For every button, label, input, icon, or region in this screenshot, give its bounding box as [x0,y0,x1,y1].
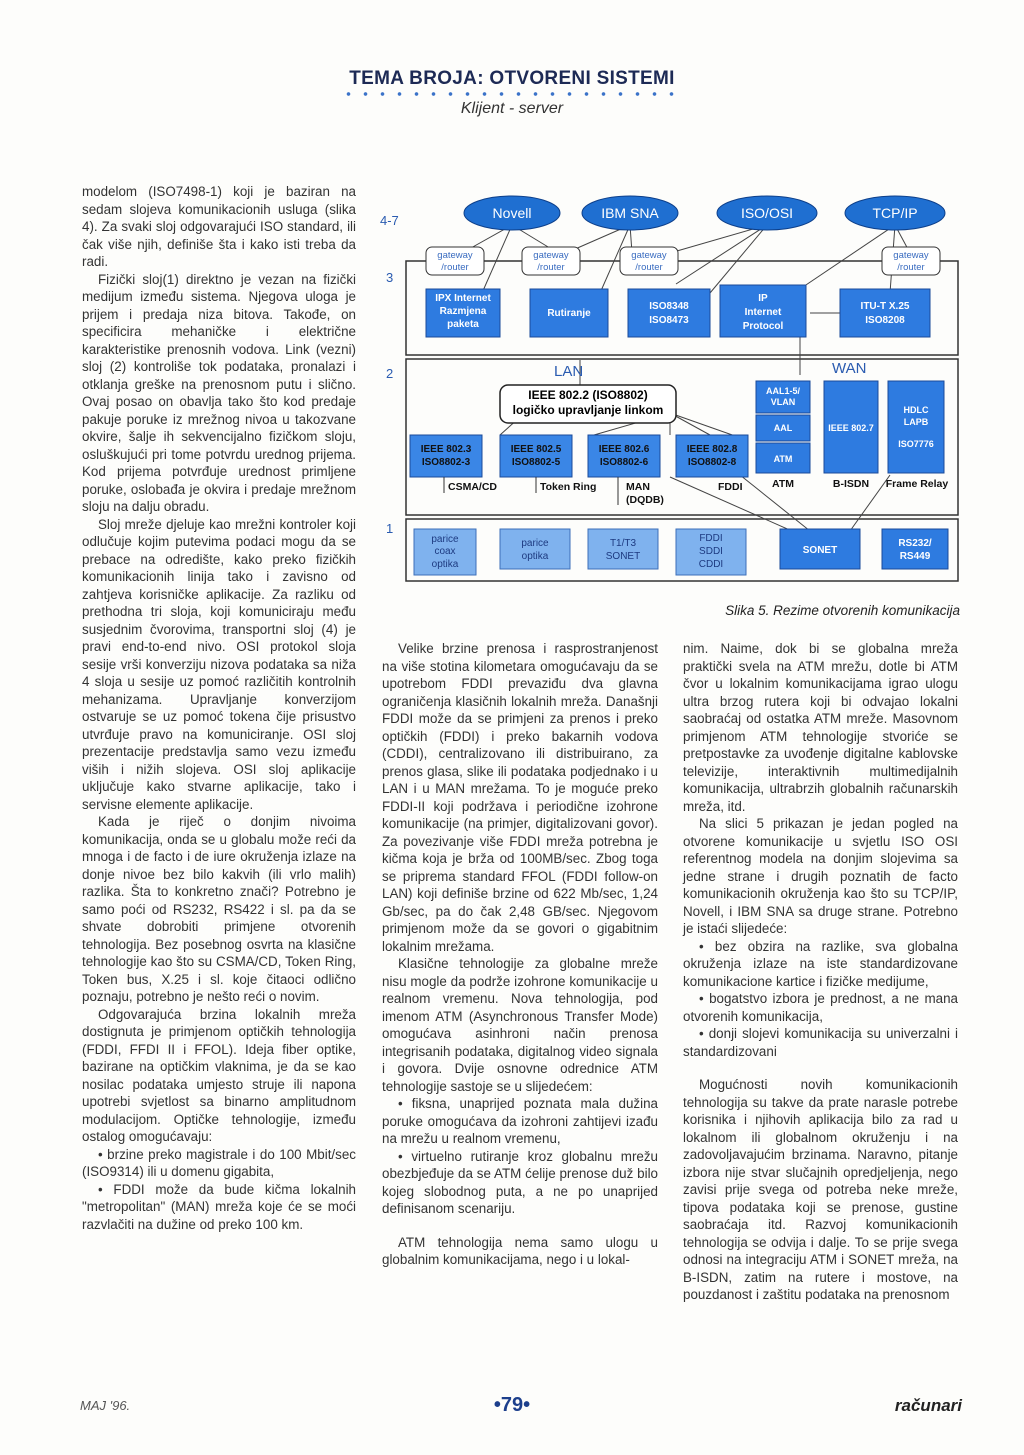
phys-label: parice [431,534,459,545]
ieee8022-label: logičko upravljanje linkom [512,403,664,417]
phys-label: SONET [605,551,641,562]
oval-novell [464,196,560,230]
box-label: ISO8348 [649,301,689,312]
box-label: ISO8208 [865,315,905,326]
bullet-item: • fiksna, unaprijed poznata mala dužina poruke omogućava da izohroni zahtijevi izađu na mrežu u realnom vremenu, [382,1096,658,1146]
layer-label: 1 [386,521,394,536]
paragraph: Velike brzine prenosa i rasprostranjenost na više stotina kilometara omogućavaju da se upotrebom FDDI prevaziđu dva glavna ograničenja klasičnih lokalnih mreža. Današnji FDDI može da se primjeni za prenos i preko optičkih (FDDI) i preko bakarnih vodova (CDDI), centralizovano ili distribuirano, za prenos glasa, slike ili podataka podjednako i u LAN i u MAN mrežama. To je moguće preko FDDI-II koji podržava i periodične izohrone komunikacije (na primjer, digitalizovani govor). Za povezivanje više FDDI mreža potrebna je kičma koja je brža od 100MB/sec. Zbog toga se priprema standard FFOL (FDDI follow-on LAN) koji definiše brzine od 622 Mb/sec, 1,24 Gb/sec, pa do čak 2,48 GB/sec. Njegovom primjenom može da se govori o gigabitnim lokalnim mrežama. [382,641,658,954]
layer-label: 3 [386,270,394,285]
gateway-label: /router [635,262,663,273]
header-title: TEMA BROJA: OTVORENI SISTEMI [349,68,675,89]
paragraph: Klasične tehnologije za globalne mreže nisu mogle da podrže izohrone komunikacije u realnom vremenu. Nova tehnologija, pod imenom ATM (Asynchronous Transfer Mode) omogućava asinhroni način prenosa integrisanih podataka, digitalnog video signala i govora. Dvije osnovne odrednice ATM tehnologije sastoje se u slijedećem: [382,956,658,1094]
ieee-label: IEEE 802.8 [686,444,738,455]
lan-label: LAN [554,363,584,380]
oval-ibm-sna [582,196,678,230]
lan-tag: MAN [626,481,650,493]
phys-label: optika [431,559,459,570]
box-label: Rutiranje [547,308,591,319]
wan-box-label: LAPB [903,417,929,427]
wan-box-label: AAL [773,423,793,433]
ieee-label: IEEE 802.6 [598,444,650,455]
ieee-label: ISO8802-8 [687,457,737,468]
figure-diagram [370,185,970,597]
phys-label: RS232/ [898,538,932,549]
column-2 [382,640,658,1269]
gateway-label: gateway [631,250,667,261]
oval-iso-osi [717,196,817,230]
box-label: IP [758,293,768,304]
ieee-label: ISO8802-6 [599,457,649,468]
wan-tag: ATM [772,478,794,490]
paragraph: Mogućnosti novih komunikacionih tehnologija su takve da prate narasle potrebe korisnika i njihovih aplikacija bilo za rad u lokalnom ili globalnom okruženju i na zadovoljavajućim brzinama. Naravno, pitanje izbora nije stvar slučajnih opredjeljenja, nego zavisi prije svega od potreba neke mreže, tipova podataka koji se prenose, gustine saobraćaja itd. Razvoj komunikacionih tehnologija se odvija i dalje. To se prije svega odnosi na integraciju ATM i SONET mreža, na B-ISDN, zatim na rutere i mostove, na pouzdanost i zaštitu podataka na prenosnom [683,1077,958,1302]
header-subtitle: Klijent - server [460,100,564,117]
phys-label: SDDI [699,546,723,557]
ieee-label: ISO8802-5 [511,457,561,468]
wan-box-label: HDLC [903,405,929,415]
bullet-item: • bogatstvo izbora je prednost, a ne mana otvorenih komunikacija, [683,991,958,1024]
wan-tag: Frame Relay [885,478,949,490]
phys-label: FDDI [699,533,723,544]
box-label: paketa [447,319,479,330]
lan-tag: Token Ring [540,481,597,493]
paragraph: ATM tehnologija nema samo ulogu u globalnim komunikacijama, nego i u lokal- [382,1234,658,1267]
lan-tag: CSMA/CD [448,481,497,493]
box-label: IPX Internet [435,293,491,304]
oval-tcp-ip [845,196,945,230]
phys-label: coax [434,546,456,557]
box-label: Razmjena [439,306,487,317]
lan-tag: FDDI [718,481,743,493]
paragraph: Na slici 5 prikazan je jedan pogled na otvorene komunikacije u svjetlu ISO OSI referentnog modela na donjim slojevima sa jedne strane i drugih poznatih de facto komunikacionih okruženja kao što su TCP/IP, Novell, i IBM SNA sa druge strane. Potrebno je istaći slijedeće: [683,816,958,936]
lan-tag: (DQDB) [626,494,664,506]
box-label: ITU-T X.25 [860,301,910,312]
gateway-label: gateway [893,250,929,261]
ieee-label: ISO8802-3 [421,457,471,468]
oval-label: IBM SNA [601,205,659,221]
phys-label: parice [521,538,549,549]
gateway-label: gateway [437,250,473,261]
wan-box-label: IEEE 802.7 [828,423,874,433]
footer-date: MAJ '96. [80,1398,131,1413]
layer-label: 2 [386,366,394,381]
wan-tag: B-ISDN [832,478,870,490]
gateway-label: /router [897,262,925,273]
ieee-label: IEEE 802.5 [510,444,562,455]
wan-box-label: VLAN [770,397,796,407]
bullet-item: • donji slojevi komunikacija su univerzalni i standardizovani [683,1026,958,1059]
bullet-item: • virtuelno rutiranje kroz globalnu mrežu obezbjeđuje da se ATM ćelije prenose duž bilo kojeg slobodnog puta, a ne po unaprijed definisanom scenariju. [382,1148,658,1216]
paragraph: Sloj mreže djeluje kao mrežni kontroler koji odlučuje kojim putevima podaci mogu da se prebace na odredište, kako preko fizičkih komunikacionih linija tako i zavisno od zahtjeva korisničke aplikacije. Za razliku od prethodna tri sloja, koji komuniciraju među susjednim čvorovima, transportni sloj (4) je pravi end-to-end nivo. OSI protokol sloja sesije vrši konverziju nizova podataka sa niža 4 sloja u sesije uz pomoć različitih kontrolnih mehanizama. Upravljanje konverzijom ostvaruje se uz pomoć tokena čije prisustvo utvrđuje pravo na komuniciranje. OSI sloj prezentacije predstavlja samo vezu između viših i nižih slojeva. OSI sloj aplikacije uključuje kako stvarne aplikacije, tako i servisne elemente aplikacije. [82,516,356,812]
paragraph: Kada je riječ o donjim nivoima komunikacija, onda se u globalu može reći da mnoga i de facto i de iure okruženja izlaze na donje nivoe bez bilo kakvih (ili vrlo malih) razlika. Šta to konkretno znači? Potrebno je samo poći od RS232, RS422 i sl. pa da se shvate dobrobiti primjene otvorenih tehnologija. Bez posebnog osvrta na klasične tehnologije kao što su CSMA/CD, Token Ring, Token bus, X.25 i sl. koje čitaoci odlično poznaju, potrebno je nešto reći o novim. [82,814,356,1004]
wan-box-label: ISO7776 [898,439,934,449]
header-dots [340,91,684,97]
column-3 [683,640,958,1304]
ieee8022-label: IEEE 802.2 (ISO8802) [528,388,648,402]
gateway-label: /router [441,262,469,273]
box-label: Protocol [742,321,784,332]
bullet-item: • brzine preko magistrale i do 100 Mbit/sec (ISO9314) ili u domenu gigabita, [82,1146,356,1179]
phys-label: SONET [802,545,838,556]
oval-label: Novell [492,205,532,221]
paragraph: Fizički sloj(1) direktno je vezan na fizički medijum između sistema. Njegova uloga je prijem i predaja niza bitova. Takođe, on specificira mehaničke i električne karakteristike prenosnih vodova. Link (vezni) sloj (2) kontroliše tok podataka, pronalazi i otklanja greške na prenosnom putu i slično. Ovaj posao on obavlja tako što kod predaje pakuje poruke iz mrežnog nivoa u takozvane okvire, šalje ih sekvencijalno fizičkom sloju, osluškujući pri tome potvrdu urednog prijema. Kod prijema potvrđuje urednost primljene poruke, oslobađa je okvira i predaje mrežnom sloju na dalju obradu. [82,271,356,514]
figure-caption: Slika 5. Rezime otvorenih komunikacija [725,603,960,618]
phys-label: T1/T3 [609,538,637,549]
gateway-label: gateway [533,250,569,261]
magazine-logo: računari [894,1396,962,1415]
wan-box-label: AAL1-5/ [765,386,801,396]
oval-label: ISO/OSI [740,205,794,221]
wan-box-label: ATM [773,454,793,464]
oval-label: TCP/IP [872,205,918,221]
bullet-item: • bez obzira na razlike, sva globalna okruženja izlaze na iste standardizovane komunikacione kartice i fizičke medijume, [683,938,958,989]
page-number: •79• [493,1394,531,1416]
paragraph: nim. Naime, dok bi se globalna mreža praktički svela na ATM mrežu, dotle bi ATM čvor u lokalnim komunikacijama igrao ulogu ultra brzog rutera koji bi odvajao lokalni saobraćaj od ostatka ATM mreže. Masovnom primjenom ATM tehnologije stvoriće se pretpostavke za uvođenje digitalne kablovske televizije, interaktivnih multimedijalnih komunikacija, ultrabrzih globalnih računarskih mreža, itd. [683,641,958,814]
gateway-label: /router [537,262,565,273]
ieee-label: IEEE 802.3 [420,444,472,455]
phys-label: CDDI [698,559,724,570]
paragraph: modelom (ISO7498-1) koji je baziran na sedam slojeva komunikacionih usluga (slika 4). Za svaki sloj odgovarajući ISO standard, ili čak više njih, definiše šta i kako isti treba da radi. [82,184,356,269]
paragraph: Odgovarajuća brzina lokalnih mreža dostignuta je primjenom optičkih tehnologija (FDDI, FFDI II i FFOL). Ideja fiber optike, bazirane na optičkim vlaknima, je da se kao nosilac podataka umjesto struje ili napona upotrebi svjetlost sa binarno amplitudnom modulacijom. Optičke tehnologije, između ostalog omogućavaju: [82,1006,356,1144]
box-label: Internet [744,307,782,318]
column-1 [82,183,356,1233]
phys-label: RS449 [899,551,931,562]
box-label: ISO8473 [649,315,689,326]
wan-label: WAN [832,360,867,377]
layer-label: 4-7 [380,213,399,228]
phys-label: optika [521,551,549,562]
bullet-item: • FDDI može da bude kičma lokalnih "metropolitan" (MAN) mreža koje će se moći razvlačiti na dužine od preko 100 km. [82,1181,356,1232]
